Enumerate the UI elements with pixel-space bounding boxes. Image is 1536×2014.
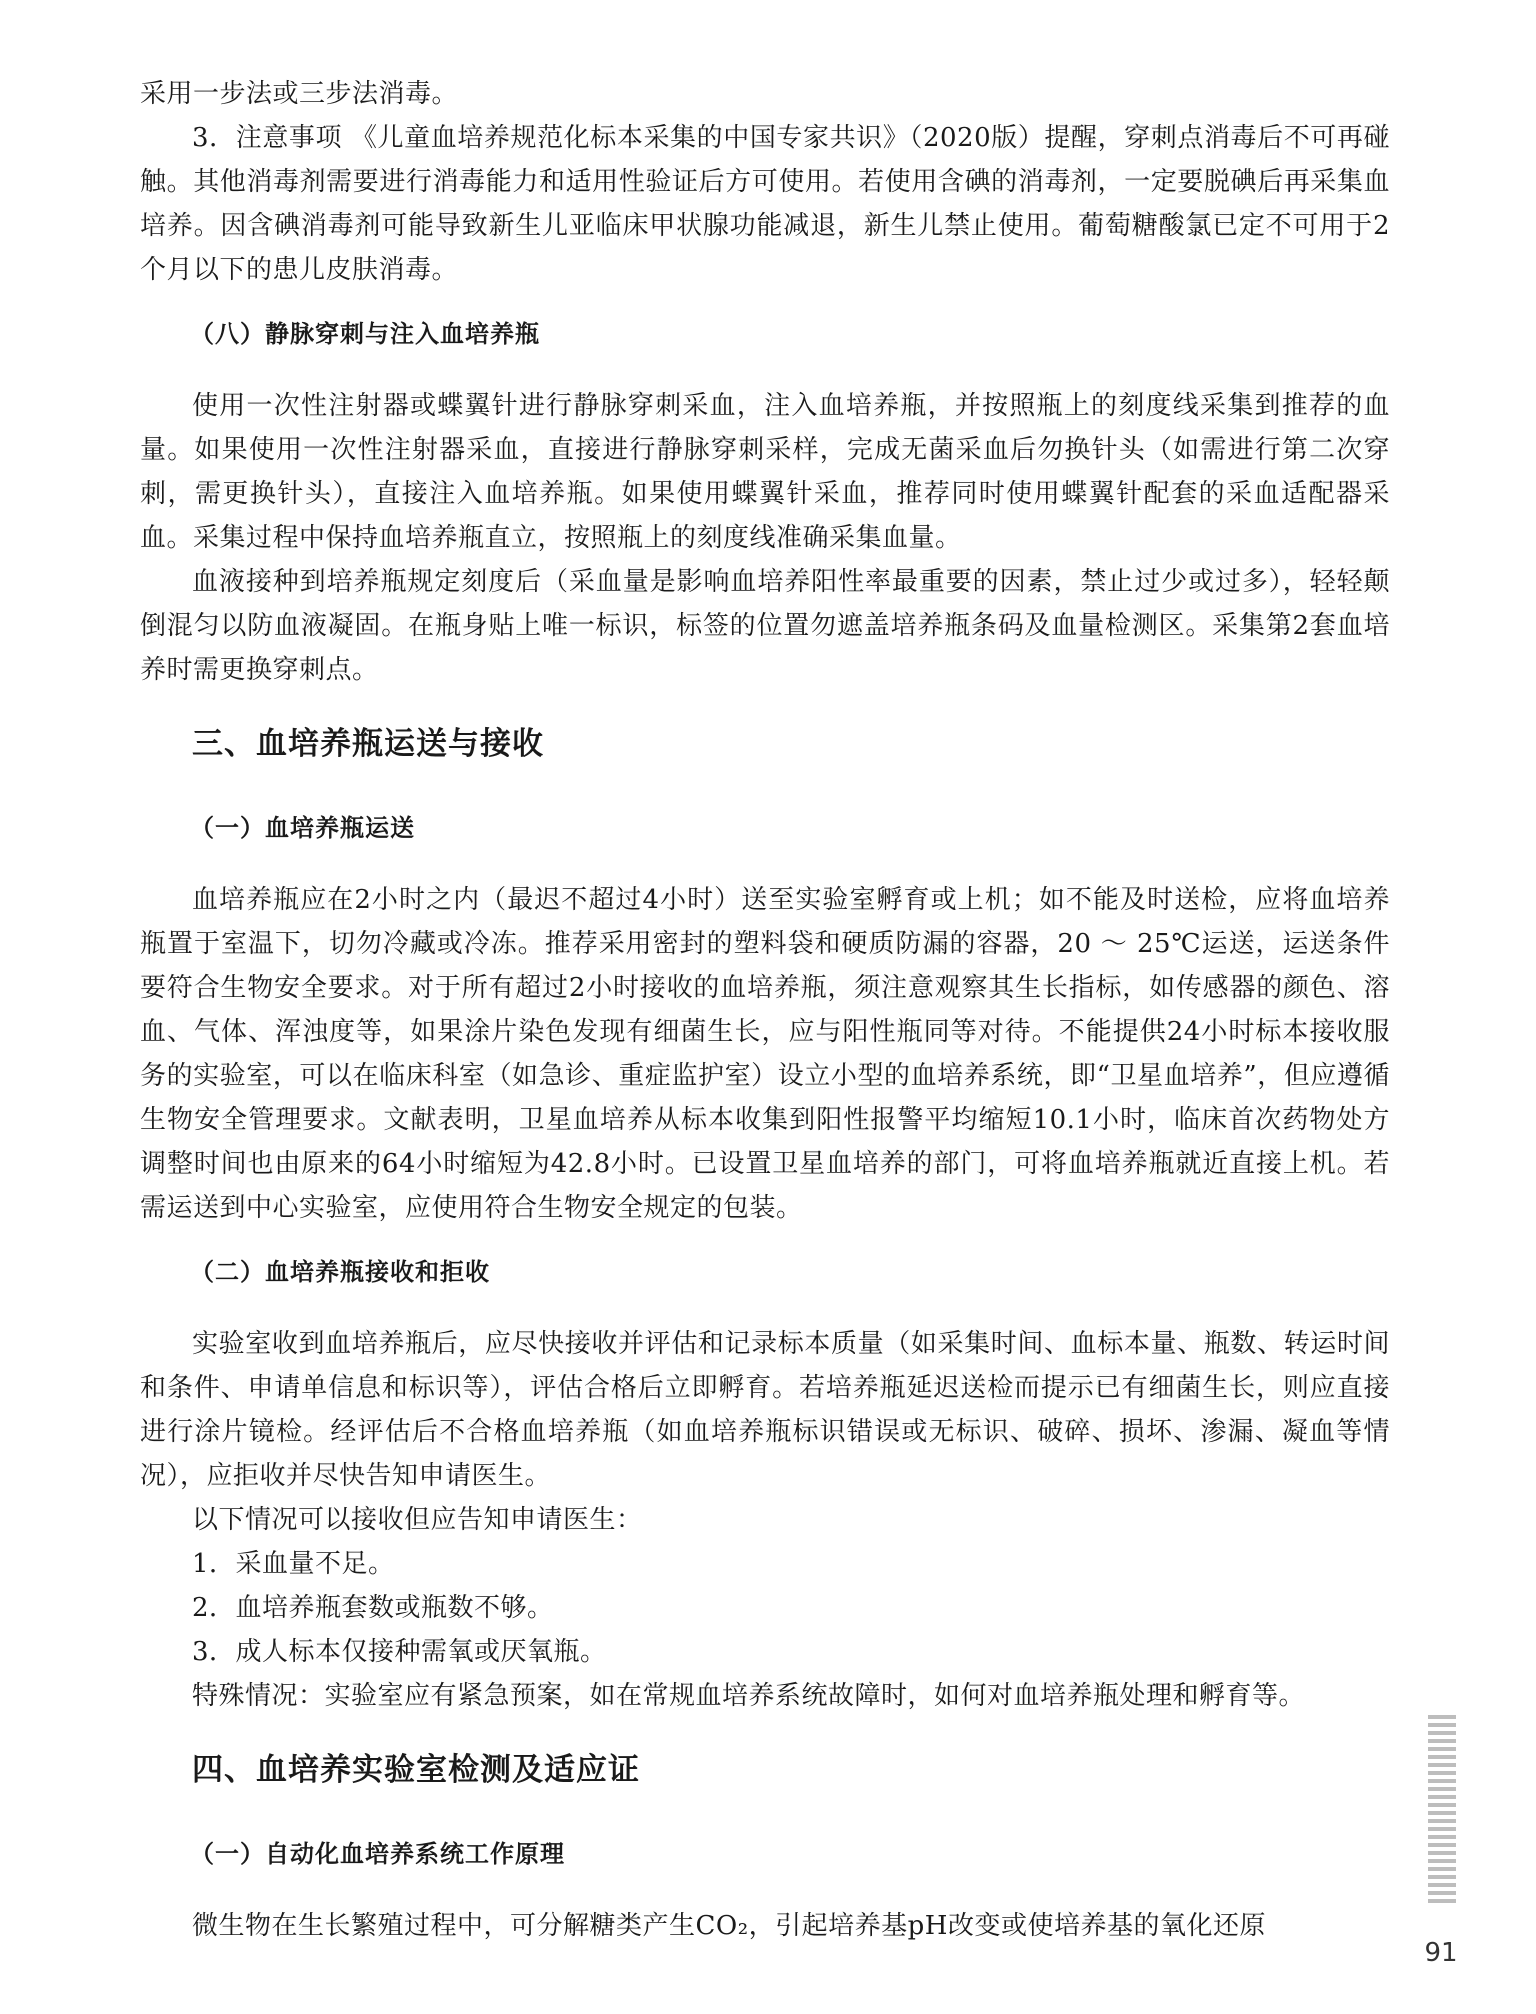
page-edge-marker	[1428, 1715, 1456, 1907]
paragraph: 微生物在生长繁殖过程中，可分解糖类产生CO₂，引起培养基pH改变或使培养基的氧化还原	[192, 1911, 1266, 1941]
paragraph: 实验室收到血培养瓶后，应尽快接收并评估和记录标本质量（如采集时间、血标本量、瓶数、转运时间和条件、申请单信息和标识等），评估合格后立即孵育。若培养瓶延迟送检而提示已有细菌生长，则应直接进行涂片镜检。经评估后不合格血培养瓶（如血培养瓶标识错误或无标识、破碎、损坏、渗漏、凝血等情况），应拒收并尽快告知申请医生。	[140, 1329, 1390, 1491]
paragraph: 采用一步法或三步法消毒。	[140, 79, 459, 109]
list-item: 2．血培养瓶套数或瓶数不够。	[192, 1593, 554, 1623]
list-item: 3．成人标本仅接种需氧或厌氧瓶。	[192, 1637, 607, 1667]
paragraph: 使用一次性注射器或蝶翼针进行静脉穿刺采血，注入血培养瓶，并按照瓶上的刻度线采集到推荐的血量。如果使用一次性注射器采血，直接进行静脉穿刺采样，完成无菌采血后勿换针头（如需进行第二次穿刺，需更换针头），直接注入血培养瓶。如果使用蝶翼针采血，推荐同时使用蝶翼针配套的采血适配器采血。采集过程中保持血培养瓶直立，按照瓶上的刻度线准确采集血量。	[140, 391, 1390, 553]
paragraph: 血液接种到培养瓶规定刻度后（采血量是影响血培养阳性率最重要的因素，禁止过少或过多），轻轻颠倒混匀以防血液凝固。在瓶身贴上唯一标识，标签的位置勿遮盖培养瓶条码及血量检测区。采集第2套血培养时需更换穿刺点。	[140, 567, 1390, 685]
special-note: 特殊情况：实验室应有紧急预案，如在常规血培养系统故障时，如何对血培养瓶处理和孵育等。	[192, 1681, 1306, 1711]
subsection-heading: （一）自动化血培养系统工作原理	[190, 1840, 565, 1868]
paragraph: 3．注意事项 《儿童血培养规范化标本采集的中国专家共识》（2020版）提醒，穿刺点消毒后不可再碰触。其他消毒剂需要进行消毒能力和适用性验证后方可使用。若使用含碘的消毒剂，一定要脱碘后再采集血培养。因含碘消毒剂可能导致新生儿亚临床甲状腺功能减退，新生儿禁止使用。葡萄糖酸氯已定不可用于2个月以下的患儿皮肤消毒。	[140, 123, 1390, 285]
subsection-heading: （二）血培养瓶接收和拒收	[190, 1258, 490, 1286]
subsection-heading: （一）血培养瓶运送	[190, 814, 415, 842]
list-item: 1．采血量不足。	[192, 1549, 395, 1579]
subsection-heading: （八）静脉穿刺与注入血培养瓶	[190, 320, 540, 348]
list-intro: 以下情况可以接收但应告知申请医生：	[192, 1505, 643, 1535]
page-number: 91	[1424, 1938, 1458, 1968]
section-heading: 四、血培养实验室检测及适应证	[192, 1752, 640, 1788]
paragraph: 血培养瓶应在2小时之内（最迟不超过4小时）送至实验室孵育或上机；如不能及时送检，应将血培养瓶置于室温下，切勿冷藏或冷冻。推荐采用密封的塑料袋和硬质防漏的容器，20 ～ 25℃运送，运送条件要符合生物安全要求。对于所有超过2小时接收的血培养瓶，须注意观察其生长指标，如传感器的颜色、溶血、气体、浑浊度等，如果涂片染色发现有细菌生长，应与阳性瓶同等对待。不能提供24小时标本接收服务的实验室，可以在临床科室（如急诊、重症监护室）设立小型的血培养系统，即“卫星血培养”，但应遵循生物安全管理要求。文献表明，卫星血培养从标本收集到阳性报警平均缩短10.1小时，临床首次药物处方调整时间也由原来的64小时缩短为42.8小时。已设置卫星血培养的部门，可将血培养瓶就近直接上机。若需运送到中心实验室，应使用符合生物安全规定的包装。	[140, 885, 1390, 1223]
section-heading: 三、血培养瓶运送与接收	[192, 726, 544, 762]
page-content	[140, 72, 1390, 1948]
